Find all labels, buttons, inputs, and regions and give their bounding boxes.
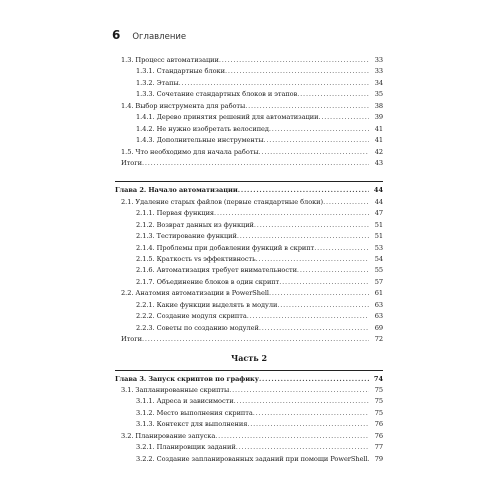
toc-entry-title: 1.3.1. Стандартные блоки ..... bbox=[136, 66, 369, 77]
toc-entry-page: 57 bbox=[374, 277, 383, 286]
table-of-contents bbox=[115, 55, 383, 465]
toc-entry-page: 34 bbox=[374, 78, 383, 87]
toc-entry-page: 61 bbox=[374, 289, 383, 298]
page-header bbox=[112, 28, 186, 44]
toc-entry[interactable] bbox=[115, 396, 383, 407]
toc-entry-title: Глава 2. Начало автоматизации ..... bbox=[115, 185, 369, 196]
toc-entry-page: 33 bbox=[374, 56, 383, 64]
toc-entry-title: 2.1.2. Возврат данных из функций ..... bbox=[136, 220, 369, 231]
toc-entry-title: 2.1.4. Проблемы при добавлении функций в скрипт ..... bbox=[136, 243, 369, 254]
toc-entry-title: 2.2.1. Какие функции выделять в модули ..... bbox=[136, 300, 369, 311]
toc-entry-title: 1.3.3. Сочетание стандартных блоков и этапов ..... bbox=[136, 89, 369, 100]
toc-entry-page: 72 bbox=[374, 335, 383, 344]
toc-entry-page: 41 bbox=[374, 136, 383, 145]
toc-entry[interactable] bbox=[115, 442, 383, 453]
chapter-rule bbox=[115, 370, 383, 371]
toc-entry-page: 63 bbox=[374, 300, 383, 309]
toc-entry-title: 1.3.2. Этапы ..... bbox=[136, 78, 369, 89]
toc-entry[interactable] bbox=[115, 300, 383, 311]
toc-entry-title: 3.1.3. Контекст для выполнения ..... bbox=[136, 419, 369, 430]
toc-entry[interactable] bbox=[115, 385, 383, 396]
toc-entry-page: 76 bbox=[374, 431, 383, 440]
toc-entry-page: 75 bbox=[374, 385, 383, 394]
toc-entry[interactable] bbox=[115, 243, 383, 254]
toc-entry-title: Итоги ..... bbox=[121, 158, 369, 169]
toc-entry-title: 1.5. Что необходимо для начала работы ..... bbox=[121, 147, 369, 158]
toc-entry-title: 2.1.3. Тестирование функций ..... bbox=[136, 231, 369, 242]
toc-entry[interactable] bbox=[115, 277, 383, 288]
toc-entry[interactable] bbox=[115, 89, 383, 100]
toc-entry[interactable] bbox=[115, 208, 383, 219]
toc-entry[interactable] bbox=[115, 334, 383, 345]
running-title: Оглавление bbox=[132, 32, 187, 42]
toc-entry-title: 3.1.1. Адреса и зависимости ..... bbox=[136, 396, 369, 407]
toc-entry-title: Итоги ..... bbox=[121, 334, 369, 345]
toc-entry[interactable] bbox=[115, 112, 383, 123]
toc-entry-title: 2.2. Анатомия автоматизации в PowerShell ..... bbox=[121, 288, 369, 299]
toc-entry-title: 2.1. Удаление старых файлов (первые стандартные блоки) ..... bbox=[121, 197, 369, 208]
toc-chapter-entry[interactable] bbox=[115, 185, 383, 196]
toc-entry-title: 3.2. Планирование запуска ..... bbox=[121, 431, 369, 442]
toc-entry[interactable] bbox=[115, 254, 383, 265]
toc-entry[interactable] bbox=[115, 147, 383, 158]
toc-entry-title: 2.1.1. Первая функция ..... bbox=[136, 208, 369, 219]
toc-entry-page: 42 bbox=[374, 147, 383, 156]
toc-entry-title: 3.1.2. Место выполнения скрипта ..... bbox=[136, 408, 369, 419]
toc-entry-page: 75 bbox=[374, 408, 383, 417]
toc-entry[interactable] bbox=[115, 231, 383, 242]
toc-entry-title: 2.1.6. Автоматизация требует внимательности ..... bbox=[136, 265, 369, 276]
toc-entry-title: 3.2.1. Планировщик заданий ..... bbox=[136, 442, 369, 453]
toc-entry-page: 69 bbox=[374, 323, 383, 332]
toc-entry-title: 1.4. Выбор инструмента для работы ..... bbox=[121, 101, 369, 112]
chapter-rule bbox=[115, 181, 383, 182]
toc-chapter-entry[interactable] bbox=[115, 374, 383, 385]
toc-entry-page: 53 bbox=[374, 243, 383, 252]
toc-entry-page: 63 bbox=[374, 312, 383, 321]
toc-entry-page: 77 bbox=[374, 443, 383, 452]
toc-entry-page: 41 bbox=[374, 124, 383, 133]
toc-entry-page: 44 bbox=[373, 186, 383, 195]
toc-entry[interactable] bbox=[115, 311, 383, 322]
toc-entry-page: 55 bbox=[374, 266, 383, 275]
toc-entry-page: 35 bbox=[374, 90, 383, 99]
toc-entry[interactable] bbox=[115, 78, 383, 89]
toc-entry-page: 75 bbox=[374, 397, 383, 406]
toc-entry-page: 47 bbox=[374, 209, 383, 218]
toc-entry-page: 51 bbox=[374, 232, 383, 241]
toc-entry-page: 44 bbox=[374, 197, 383, 206]
toc-entry-page: 76 bbox=[374, 420, 383, 429]
toc-entry[interactable] bbox=[115, 220, 383, 231]
section-gap bbox=[115, 169, 383, 177]
toc-entry-title: 2.1.7. Объединение блоков в один скрипт ..... bbox=[136, 277, 369, 288]
toc-entry-page: 33 bbox=[374, 67, 383, 76]
toc-entry-title: 3.1. Запланированные скрипты ..... bbox=[121, 385, 369, 396]
toc-entry[interactable] bbox=[115, 135, 383, 146]
toc-entry-title: 3.2.2. Создание запланированных заданий при помощи PowerShell ..... bbox=[136, 454, 369, 465]
toc-entry-title: 2.2.2. Создание модуля скрипта ..... bbox=[136, 311, 369, 322]
toc-entry[interactable] bbox=[115, 124, 383, 135]
toc-entry-page: 39 bbox=[374, 113, 383, 122]
toc-entry[interactable] bbox=[115, 158, 383, 169]
toc-entry[interactable] bbox=[115, 66, 383, 77]
toc-entry-title: 1.4.1. Дерево принятия решений для автоматизации ..... bbox=[136, 112, 369, 123]
toc-entry-page: 74 bbox=[373, 374, 383, 383]
toc-entry-title: 1.4.3. Дополнительные инструменты ..... bbox=[136, 135, 369, 146]
toc-entry[interactable] bbox=[115, 454, 383, 465]
toc-entry[interactable] bbox=[115, 431, 383, 442]
toc-entry[interactable] bbox=[115, 101, 383, 112]
page-number: 6 bbox=[112, 28, 121, 42]
toc-entry-page: 51 bbox=[374, 220, 383, 229]
toc-entry-page: 54 bbox=[374, 255, 383, 263]
toc-entry-page: 79 bbox=[374, 454, 383, 463]
toc-entry[interactable] bbox=[115, 419, 383, 430]
toc-entry-title: 1.4.2. Не нужно изобретать велосипед ..... bbox=[136, 124, 369, 135]
toc-entry-title: 1.3. Процесс автоматизации ..... bbox=[121, 55, 369, 66]
toc-entry-title: Глава 3. Запуск скриптов по графику ..... bbox=[115, 374, 369, 385]
toc-entry[interactable] bbox=[115, 197, 383, 208]
toc-entry[interactable] bbox=[115, 265, 383, 276]
toc-entry[interactable] bbox=[115, 408, 383, 419]
toc-entry[interactable] bbox=[115, 323, 383, 334]
toc-entry[interactable] bbox=[115, 288, 383, 299]
toc-entry-page: 38 bbox=[374, 101, 383, 110]
toc-entry-title: 2.2.3. Советы по созданию модулей ..... bbox=[136, 323, 369, 334]
toc-entry-page: 43 bbox=[374, 158, 383, 167]
part-heading: Часть 2 bbox=[230, 352, 268, 363]
toc-entry[interactable] bbox=[115, 55, 383, 66]
toc-entry-title: 2.1.5. Краткость vs эффективность ..... bbox=[136, 254, 369, 265]
